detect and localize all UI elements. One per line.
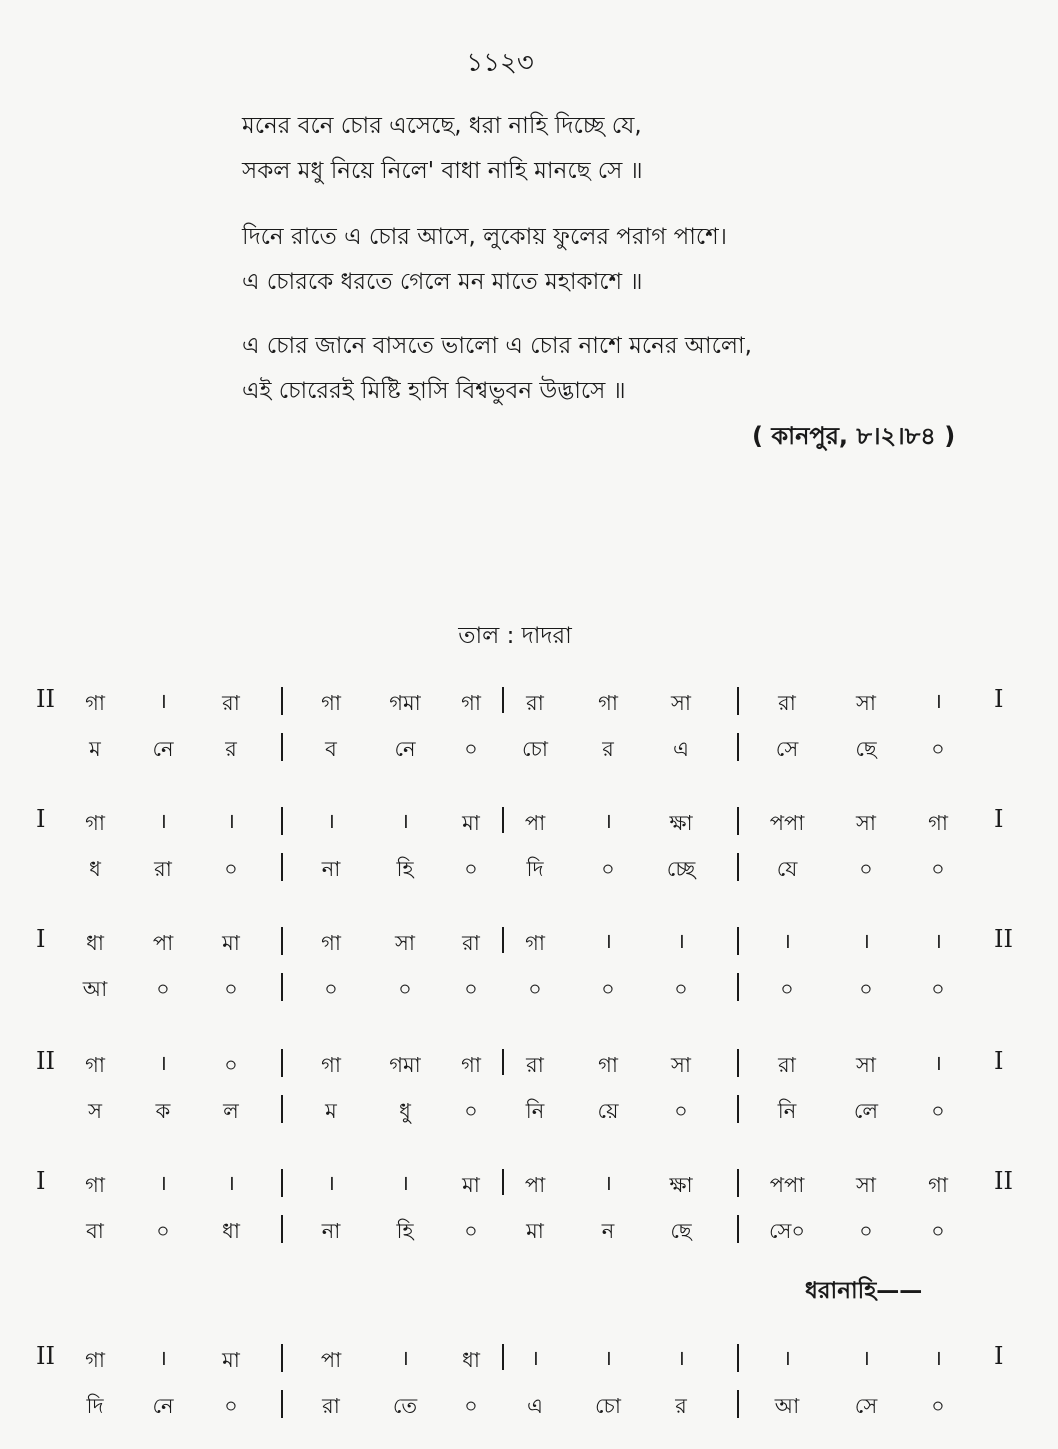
- lyric-syllable: নি: [525, 1099, 545, 1123]
- lyric-syllable: ০: [601, 857, 615, 881]
- swara-note: গা: [525, 931, 545, 955]
- lyric-syllable: ০: [464, 977, 478, 1001]
- swara-note: গা: [85, 1053, 105, 1077]
- swara-note: গমা: [389, 1053, 421, 1077]
- lyric-syllable: চো: [522, 737, 548, 761]
- notation-block: [0, 1165, 1058, 1265]
- beat-divider: [281, 1049, 283, 1077]
- beat-divider: [281, 1344, 283, 1372]
- lyric-syllable: ০: [464, 1219, 478, 1243]
- swara-note: সা: [671, 1053, 691, 1077]
- lyric-syllable: ০: [931, 1099, 945, 1123]
- lyric-syllable: নে: [394, 737, 416, 761]
- lyric-syllable: ক: [155, 1099, 171, 1123]
- lyric-syllable: নে: [152, 1394, 174, 1418]
- swara-note: ।: [159, 689, 167, 713]
- cycle-divider: [502, 1169, 504, 1195]
- lyric-syllable: ছে: [670, 1219, 692, 1243]
- lyric-syllable: সে০: [768, 1219, 806, 1243]
- lyric-row: [0, 849, 1058, 889]
- lyric-syllable: রা: [154, 857, 172, 881]
- notation-block: [0, 1045, 1058, 1145]
- cycle-divider: [502, 1344, 504, 1370]
- tala-heading: তাল : দাদরা: [458, 623, 572, 649]
- swara-note: ।: [783, 929, 791, 953]
- start-barline: II: [36, 1047, 55, 1075]
- swara-note: ।: [327, 1171, 335, 1195]
- swara-note: গা: [928, 811, 948, 835]
- cycle-divider: [502, 927, 504, 953]
- lyric-syllable: ০: [931, 737, 945, 761]
- lyric-syllable: ম: [325, 1099, 337, 1123]
- swara-row: [0, 683, 1058, 723]
- swara-note: ।: [604, 809, 612, 833]
- lyric-syllable: এ: [673, 737, 689, 761]
- poem-line: মনের বনে চোর এসেছে, ধরা নাহি দিচ্ছে যে,: [242, 113, 642, 139]
- lyric-syllable: আ: [82, 977, 108, 1001]
- end-barline: I: [994, 1047, 1004, 1075]
- lyric-syllable: ০: [931, 857, 945, 881]
- beat-divider: [737, 733, 739, 761]
- lyric-syllable: ০: [859, 857, 873, 881]
- swara-note: ।: [604, 1171, 612, 1195]
- start-barline: I: [36, 1167, 46, 1195]
- lyric-syllable: ০: [224, 857, 238, 881]
- swara-note: গমা: [389, 691, 421, 715]
- lyric-syllable: চ্ছে: [666, 857, 696, 881]
- beat-divider: [737, 927, 739, 955]
- beat-divider: [737, 1344, 739, 1372]
- lyric-syllable: ধা: [222, 1219, 240, 1243]
- beat-divider: [737, 1049, 739, 1077]
- beat-divider: [737, 687, 739, 715]
- swara-note: গা: [321, 691, 341, 715]
- notation-block: [0, 923, 1058, 1023]
- lyric-syllable: দি: [86, 1394, 104, 1418]
- page-number: ১১২৩: [466, 48, 534, 78]
- beat-divider: [281, 1095, 283, 1123]
- lyric-syllable: আ: [774, 1394, 800, 1418]
- swara-note: ।: [159, 1346, 167, 1370]
- lyric-syllable: ০: [931, 977, 945, 1001]
- swara-note: সা: [856, 1053, 876, 1077]
- lyric-syllable: ০: [464, 1394, 478, 1418]
- beat-divider: [281, 687, 283, 715]
- cycle-divider: [502, 1049, 504, 1075]
- lyric-syllable: ০: [464, 737, 478, 761]
- lyric-syllable: লে: [853, 1099, 879, 1123]
- lyric-syllable: ০: [398, 977, 412, 1001]
- lyric-syllable: ০: [931, 1394, 945, 1418]
- swara-note: সা: [395, 931, 415, 955]
- swara-note: সা: [856, 811, 876, 835]
- start-barline: I: [36, 805, 46, 833]
- swara-row: [0, 923, 1058, 963]
- lyric-syllable: ০: [859, 977, 873, 1001]
- lyric-syllable: রা: [322, 1394, 340, 1418]
- swara-note: পপা: [769, 1173, 805, 1197]
- lyric-syllable: য়ে: [597, 1099, 619, 1123]
- poem-line: এ চোরকে ধরতে গেলে মন মাতে মহাকাশে ॥: [242, 269, 643, 295]
- beat-divider: [281, 927, 283, 955]
- refrain-cue: ধরানাহি——: [805, 1278, 923, 1304]
- swara-note: রা: [778, 1053, 796, 1077]
- swara-note: গা: [85, 1173, 105, 1197]
- lyric-syllable: নে: [152, 737, 174, 761]
- lyric-syllable: ধ: [89, 857, 101, 881]
- beat-divider: [737, 853, 739, 881]
- swara-note: সা: [671, 691, 691, 715]
- swara-note: গা: [598, 691, 618, 715]
- poem-line: এই চোরেরই মিষ্টি হাসি বিশ্বভুবন উদ্ভাসে ॥: [242, 378, 626, 404]
- swara-note: মা: [462, 811, 480, 835]
- swara-note: সা: [856, 691, 876, 715]
- lyric-syllable: না: [321, 857, 341, 881]
- swara-note: রা: [462, 931, 480, 955]
- start-barline: I: [36, 925, 46, 953]
- lyric-syllable: ম: [89, 737, 101, 761]
- lyric-syllable: ল: [223, 1099, 239, 1123]
- lyric-syllable: ০: [224, 1394, 238, 1418]
- lyric-syllable: র: [602, 737, 614, 761]
- lyric-row: [0, 1386, 1058, 1426]
- swara-note: গা: [461, 1053, 481, 1077]
- swara-note: পা: [152, 931, 174, 955]
- lyric-syllable: র: [675, 1394, 687, 1418]
- beat-divider: [281, 1215, 283, 1243]
- notation-block: [0, 1340, 1058, 1440]
- beat-divider: [737, 973, 739, 1001]
- end-barline: I: [994, 1342, 1004, 1370]
- swara-note: ধা: [86, 931, 104, 955]
- swara-row: [0, 1165, 1058, 1205]
- swara-note: ক্ষা: [669, 1173, 693, 1197]
- lyric-syllable: সে: [775, 737, 799, 761]
- lyric-syllable: ০: [464, 857, 478, 881]
- composition-date: ( কানপুর, ৮।২।৮৪ ): [752, 422, 956, 450]
- swara-note: পপা: [769, 811, 805, 835]
- swara-note: ধা: [462, 1348, 480, 1372]
- beat-divider: [737, 1390, 739, 1418]
- swara-note: গা: [928, 1173, 948, 1197]
- beat-divider: [281, 1169, 283, 1197]
- swara-note: গা: [85, 691, 105, 715]
- lyric-syllable: দি: [526, 857, 544, 881]
- poem-line: দিনে রাতে এ চোর আসে, লুকোয় ফুলের পরাগ পাশে।: [242, 224, 727, 250]
- lyric-syllable: ০: [674, 977, 688, 1001]
- poem-line: এ চোর জানে বাসতে ভালো এ চোর নাশে মনের আলো,: [242, 333, 752, 359]
- lyric-syllable: ০: [156, 977, 170, 1001]
- cycle-divider: [502, 807, 504, 833]
- lyric-syllable: ০: [780, 977, 794, 1001]
- swara-note: গা: [85, 811, 105, 835]
- notation-block: [0, 803, 1058, 903]
- lyric-syllable: র: [225, 737, 237, 761]
- swara-note: ।: [531, 1346, 539, 1370]
- swara-note: ।: [159, 1051, 167, 1075]
- swara-note: ।: [677, 929, 685, 953]
- cycle-divider: [502, 687, 504, 713]
- swara-note: মা: [462, 1173, 480, 1197]
- beat-divider: [737, 1095, 739, 1123]
- lyric-syllable: ০: [224, 977, 238, 1001]
- lyric-syllable: না: [321, 1219, 341, 1243]
- start-barline: II: [36, 1342, 55, 1370]
- lyric-syllable: ০: [324, 977, 338, 1001]
- poem-line: সকল মধু নিয়ে নিলে' বাধা নাহি মানছে সে ॥: [242, 158, 643, 184]
- lyric-syllable: যে: [776, 857, 798, 881]
- swara-note: ।: [677, 1346, 685, 1370]
- lyric-syllable: ধু: [399, 1099, 411, 1123]
- swara-note: ।: [159, 1171, 167, 1195]
- swara-note: মা: [222, 1348, 240, 1372]
- swara-note: রা: [222, 691, 240, 715]
- end-barline: I: [994, 685, 1004, 713]
- beat-divider: [281, 807, 283, 835]
- lyric-syllable: ০: [601, 977, 615, 1001]
- lyric-syllable: স: [88, 1099, 102, 1123]
- end-barline: II: [994, 1167, 1013, 1195]
- swara-note: ।: [401, 1171, 409, 1195]
- swara-note: রা: [526, 691, 544, 715]
- swara-note: ০: [224, 1053, 238, 1077]
- lyric-syllable: ব: [325, 737, 337, 761]
- lyric-syllable: চো: [595, 1394, 621, 1418]
- swara-note: ।: [604, 1346, 612, 1370]
- swara-note: ।: [159, 809, 167, 833]
- beat-divider: [737, 807, 739, 835]
- swara-note: ।: [401, 1346, 409, 1370]
- lyric-row: [0, 729, 1058, 769]
- swara-row: [0, 803, 1058, 843]
- lyric-syllable: ছে: [855, 737, 877, 761]
- swara-note: ।: [227, 809, 235, 833]
- swara-row: [0, 1045, 1058, 1085]
- lyric-syllable: ০: [674, 1099, 688, 1123]
- swara-note: ।: [862, 1346, 870, 1370]
- lyric-syllable: তে: [392, 1394, 418, 1418]
- lyric-syllable: হি: [396, 857, 414, 881]
- swara-note: গা: [85, 1348, 105, 1372]
- swara-note: ।: [862, 929, 870, 953]
- lyric-row: [0, 969, 1058, 1009]
- swara-note: গা: [461, 691, 481, 715]
- lyric-syllable: ০: [528, 977, 542, 1001]
- lyric-syllable: মা: [526, 1219, 544, 1243]
- swara-note: সা: [856, 1173, 876, 1197]
- beat-divider: [737, 1215, 739, 1243]
- lyric-syllable: হি: [396, 1219, 414, 1243]
- end-barline: II: [994, 925, 1013, 953]
- lyric-syllable: ০: [464, 1099, 478, 1123]
- lyric-syllable: সে: [854, 1394, 878, 1418]
- lyric-row: [0, 1091, 1058, 1131]
- beat-divider: [281, 853, 283, 881]
- swara-row: [0, 1340, 1058, 1380]
- end-barline: I: [994, 805, 1004, 833]
- lyric-syllable: এ: [527, 1394, 543, 1418]
- swara-note: গা: [321, 931, 341, 955]
- swara-note: পা: [320, 1348, 342, 1372]
- swara-note: ।: [783, 1346, 791, 1370]
- swara-note: ।: [934, 1346, 942, 1370]
- notation-block: [0, 683, 1058, 783]
- swara-note: রা: [778, 691, 796, 715]
- beat-divider: [281, 973, 283, 1001]
- swara-note: ।: [934, 1051, 942, 1075]
- lyric-syllable: বা: [86, 1219, 104, 1243]
- start-barline: II: [36, 685, 55, 713]
- swara-note: ।: [604, 929, 612, 953]
- swara-note: ।: [327, 809, 335, 833]
- beat-divider: [737, 1169, 739, 1197]
- lyric-syllable: ০: [859, 1219, 873, 1243]
- lyric-syllable: নি: [777, 1099, 797, 1123]
- beat-divider: [281, 1390, 283, 1418]
- swara-note: পা: [524, 811, 546, 835]
- lyric-row: [0, 1211, 1058, 1251]
- swara-note: ক্ষা: [669, 811, 693, 835]
- swara-note: গা: [598, 1053, 618, 1077]
- swara-note: পা: [524, 1173, 546, 1197]
- swara-note: ।: [934, 929, 942, 953]
- lyric-syllable: ন: [601, 1219, 615, 1243]
- swara-note: রা: [526, 1053, 544, 1077]
- lyric-syllable: ০: [156, 1219, 170, 1243]
- swara-note: ।: [401, 809, 409, 833]
- swara-note: ।: [934, 689, 942, 713]
- lyric-syllable: ০: [931, 1219, 945, 1243]
- beat-divider: [281, 733, 283, 761]
- swara-note: মা: [222, 931, 240, 955]
- swara-note: গা: [321, 1053, 341, 1077]
- swara-note: ।: [227, 1171, 235, 1195]
